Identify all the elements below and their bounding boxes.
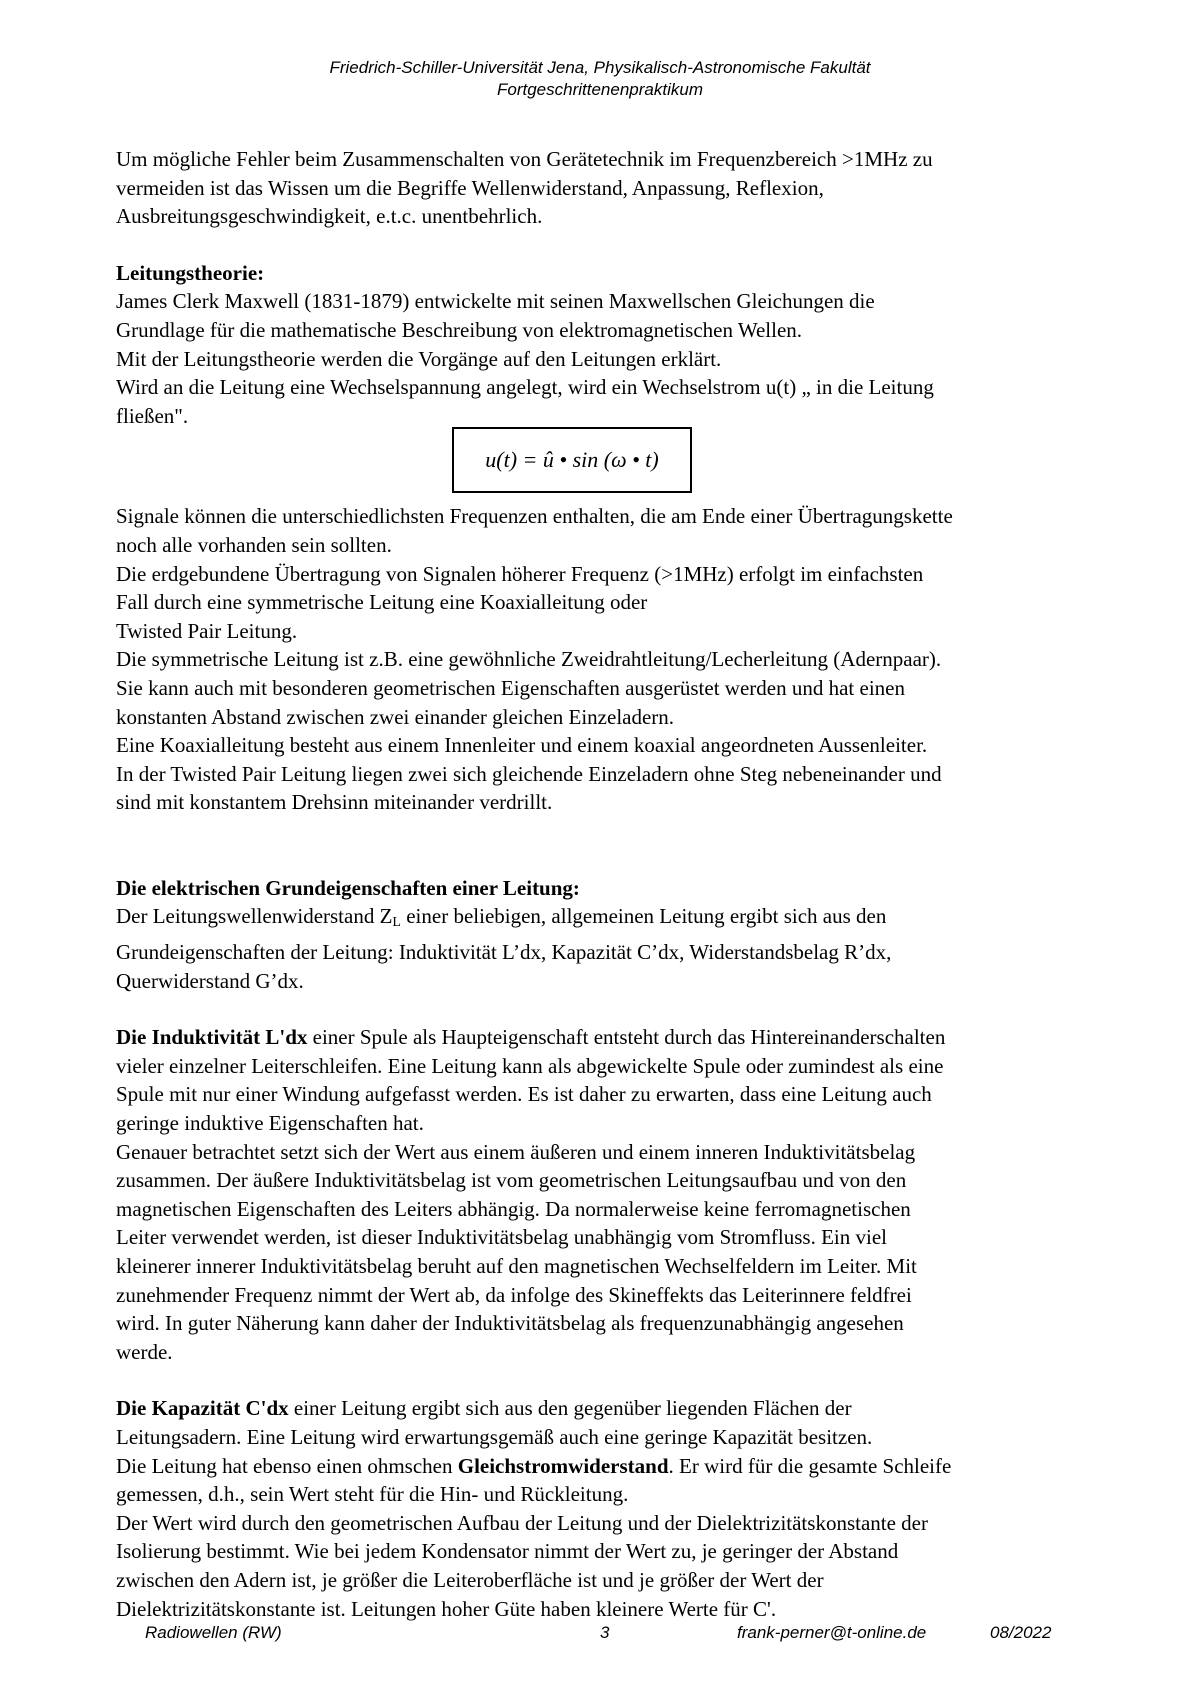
text-line: kleinerer innerer Induktivitätsbelag beruht auf den magnetischen Wechselfeldern im Leiter. Mit bbox=[116, 1254, 917, 1278]
text-line: geringe induktive Eigenschaften hat. bbox=[116, 1111, 424, 1136]
section-heading: Leitungstheorie: bbox=[116, 260, 265, 285]
text-line: Querwiderstand G’dx. bbox=[116, 968, 304, 993]
text-line: In der Twisted Pair Leitung liegen zwei sich gleichende Einzeladern ohne Steg nebeneinander und bbox=[116, 761, 942, 786]
section-heading: Die elektrischen Grundeigenschaften einer Leitung: bbox=[116, 875, 580, 900]
text-line: magnetischen Eigenschaften des Leiters abhängig. Da normalerweise keine ferromagnetischen bbox=[116, 1196, 911, 1221]
section-leitungstheorie bbox=[116, 259, 1116, 817]
text-line: Die Leitung hat ebenso einen ohmschen Gleichstromwiderstand. Er wird für die gesamte Schleife bbox=[116, 1453, 952, 1478]
footer-title: Radiowellen (RW) bbox=[145, 1623, 282, 1642]
document-body bbox=[116, 145, 1116, 1623]
term-bold: Gleichstromwiderstand bbox=[457, 1453, 669, 1478]
text-line: Wird an die Leitung eine Wechselspannung angelegt, wird ein Wechselstrom u(t) „ in die Leitung bbox=[116, 375, 934, 400]
text-line: Signale können die unterschiedlichsten Frequenzen enthalten, die am Ende einer Übertragungskette bbox=[116, 504, 953, 529]
text-line: James Clerk Maxwell (1831-1879) entwickelte mit seinen Maxwellschen Gleichungen die bbox=[116, 289, 875, 314]
text-line: Die erdgebundene Übertragung von Signalen höherer Frequenz (>1MHz) erfolgt im einfachsten bbox=[116, 561, 924, 586]
text-line: Isolierung bestimmt. Wie bei jedem Kondensator nimmt der Wert zu, je geringer der Abstand bbox=[116, 1539, 899, 1564]
text-line: Leitungsadern. Eine Leitung wird erwartungsgemäß auch eine geringe Kapazität besitzen. bbox=[116, 1424, 873, 1449]
text-line: Der Wert wird durch den geometrischen Aufbau der Leitung und der Dielektrizitätskonstante der bbox=[116, 1510, 928, 1535]
text-line: Die Induktivität L'dx einer Spule als Haupteigenschaft entsteht durch das Hintereinanderschalten bbox=[116, 1025, 946, 1050]
section-induktivitaet bbox=[116, 1023, 1116, 1366]
header-institution: Friedrich-Schiller-Universität Jena, Physikalisch-Astronomische Fakultät bbox=[329, 58, 871, 77]
text-line: Spule mit nur einer Windung aufgefasst werden. Es ist daher zu erwarten, dass eine Leitung auch bbox=[116, 1082, 932, 1107]
text-line: vieler einzelner Leiterschleifen. Eine Leitung kann als abgewickelte Spule oder zumindest als eine bbox=[116, 1053, 944, 1078]
text-line: zwischen den Adern ist, je größer die Leiteroberfläche ist und je größer der Wert der bbox=[116, 1567, 824, 1592]
text-line: Dielektrizitätskonstante ist. Leitungen hoher Güte haben kleinere Werte für C'. bbox=[116, 1596, 777, 1621]
text-line: vermeiden ist das Wissen um die Begriffe Wellenwiderstand, Anpassung, Reflexion, bbox=[116, 175, 824, 200]
text-line: sind mit konstantem Drehsinn miteinander verdrillt. bbox=[116, 790, 553, 815]
text-line: gemessen, d.h., sein Wert steht für die Hin- und Rückleitung. bbox=[116, 1482, 629, 1507]
text-line: Sie kann auch mit besonderen geometrischen Eigenschaften ausgerüstet werden und hat einen bbox=[116, 675, 905, 700]
text-line: wird. In guter Näherung kann daher der Induktivitätsbelag als frequenzunabhängig angesehen bbox=[116, 1311, 904, 1336]
text-line: Der Leitungswellenwiderstand $Z_L$ einer beliebigen, allgemeinen Leitung ergibt sich aus den bbox=[116, 904, 887, 931]
text-line: Fall durch eine symmetrische Leitung eine Koaxialleitung oder bbox=[116, 590, 648, 615]
text-line: Genauer betrachtet setzt sich der Wert aus einem äußeren und einem inneren Induktivitätsbelag bbox=[116, 1139, 916, 1164]
section-kapazitaet bbox=[116, 1394, 1116, 1623]
formula-box: u(t) = û • sin (ω • t) bbox=[452, 427, 692, 493]
header-course: Fortgeschrittenenpraktikum bbox=[497, 80, 703, 99]
footer-date: 08/2022 bbox=[990, 1623, 1052, 1642]
text-line: Ausbreitungsgeschwindigkeit, e.t.c. unentbehrlich. bbox=[116, 204, 543, 229]
text-line: werde. bbox=[116, 1339, 173, 1364]
text-line: konstanten Abstand zwischen zwei einander gleichen Einzeladern. bbox=[116, 704, 675, 729]
term-bold: Die Kapazität C'dx bbox=[116, 1396, 289, 1421]
text-line: zusammen. Der äußere Induktivitätsbelag ist vom geometrischen Leitungsaufbau und von den bbox=[116, 1168, 907, 1193]
intro-paragraph bbox=[116, 145, 1116, 231]
footer-email: frank-perner@t-online.de bbox=[737, 1623, 927, 1642]
text-line: Um mögliche Fehler beim Zusammenschalten von Gerätetechnik im Frequenzbereich >1MHz zu bbox=[116, 147, 933, 171]
text-line: Grundeigenschaften der Leitung: Induktivität L’dx, Kapazität C’dx, Widerstandsbelag R’dx, bbox=[116, 940, 892, 965]
text-line: noch alle vorhanden sein sollten. bbox=[116, 532, 392, 557]
text-line: Grundlage für die mathematische Beschreibung von elektromagnetischen Wellen. bbox=[116, 317, 803, 342]
text-line: Eine Koaxialleitung besteht aus einem Innenleiter und einem koaxial angeordneten Aussenleiter. bbox=[116, 733, 928, 758]
text-line: Die symmetrische Leitung ist z.B. eine gewöhnliche Zweidrahtleitung/Lecherleitung (Adernpaar). bbox=[116, 647, 942, 672]
text-line: Mit der Leitungstheorie werden die Vorgänge auf den Leitungen erklärt. bbox=[116, 346, 722, 371]
page-header bbox=[0, 57, 1200, 101]
text-line: fließen". bbox=[116, 403, 189, 428]
text-line: Leiter verwendet werden, ist dieser Induktivitätsbelag unabhängig vom Stromfluss. Ein viel bbox=[116, 1225, 887, 1250]
text-line: Die Kapazität C'dx einer Leitung ergibt sich aus den gegenüber liegenden Flächen der bbox=[116, 1396, 852, 1421]
text-line: Twisted Pair Leitung. bbox=[116, 618, 298, 643]
term-bold: Die Induktivität L'dx bbox=[116, 1025, 308, 1050]
section-grundeigenschaften bbox=[116, 874, 1116, 995]
text-line: zunehmender Frequenz nimmt der Wert ab, da infolge des Skineffekts das Leiterinnere feldfrei bbox=[116, 1282, 912, 1307]
page-number: 3 bbox=[600, 1623, 610, 1642]
